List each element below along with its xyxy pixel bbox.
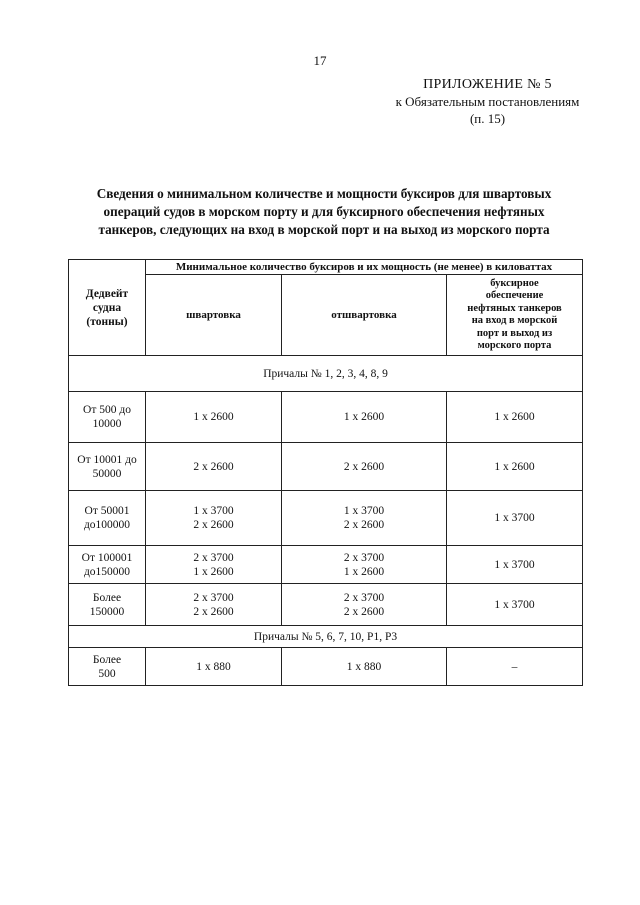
document-title [60, 185, 588, 239]
cell-deadweight: От 100001 до150000 [69, 546, 146, 584]
appendix-clause: (п. 15) [469, 111, 506, 126]
header-span-label: Минимальное количество буксиров и их мощность (не менее) в киловаттах [146, 260, 583, 275]
cell-tanker: 1 х 3700 [447, 584, 583, 626]
table-row [69, 392, 583, 443]
tug-requirements-table [68, 259, 583, 686]
cell-mooring: 2 х 2600 [146, 443, 282, 491]
cell-deadweight: От 50001 до100000 [69, 491, 146, 546]
appendix-subtitle: к Обязательным постановлениям [395, 94, 580, 109]
cell-unmooring: 2 х 3700 2 х 2600 [282, 584, 447, 626]
table-row [69, 546, 583, 584]
cell-unmooring: 2 х 3700 1 х 2600 [282, 546, 447, 584]
table-row [69, 491, 583, 546]
header-mooring: швартовка [146, 275, 282, 356]
cell-unmooring: 1 х 880 [282, 648, 447, 686]
table-row [69, 443, 583, 491]
appendix-title: ПРИЛОЖЕНИЕ № 5 [423, 77, 552, 92]
table-row [69, 584, 583, 626]
document-title-line: операций судов в морском порту и для буксирного обеспечения нефтяных [103, 204, 545, 219]
cell-deadweight: От 10001 до 50000 [69, 443, 146, 491]
cell-mooring: 1 х 2600 [146, 392, 282, 443]
cell-mooring: 2 х 3700 2 х 2600 [146, 584, 282, 626]
cell-unmooring: 1 х 2600 [282, 392, 447, 443]
cell-unmooring: 2 х 2600 [282, 443, 447, 491]
cell-tanker: 1 х 3700 [447, 491, 583, 546]
cell-mooring: 1 х 3700 2 х 2600 [146, 491, 282, 546]
cell-unmooring: 1 х 3700 2 х 2600 [282, 491, 447, 546]
header-unmooring: отшвартовка [282, 275, 447, 356]
header-deadweight: Дедвейт судна (тонны) [69, 260, 146, 356]
header-tanker-support: буксирное обеспечение нефтяных танкеров на вход в морской порт и выход из морского порта [447, 275, 583, 356]
appendix-reference [370, 76, 605, 127]
table-row [69, 648, 583, 686]
cell-mooring: 1 х 880 [146, 648, 282, 686]
cell-tanker: 1 х 2600 [447, 443, 583, 491]
document-title-line: Сведения о минимальном количестве и мощности буксиров для швартовых [96, 186, 552, 201]
document-title-line: танкеров, следующих на вход в морской порт и на выход из морского порта [98, 222, 550, 237]
section-berths-group-2: Причалы № 5, 6, 7, 10, Р1, Р3 [69, 626, 583, 648]
section-berths-group-1: Причалы № 1, 2, 3, 4, 8, 9 [69, 356, 583, 392]
cell-deadweight: От 500 до 10000 [69, 392, 146, 443]
cell-mooring: 2 х 3700 1 х 2600 [146, 546, 282, 584]
page-number: 17 [313, 53, 327, 68]
cell-deadweight: Более 500 [69, 648, 146, 686]
cell-tanker: – [447, 648, 583, 686]
cell-tanker: 1 х 2600 [447, 392, 583, 443]
cell-tanker: 1 х 3700 [447, 546, 583, 584]
cell-deadweight: Более 150000 [69, 584, 146, 626]
